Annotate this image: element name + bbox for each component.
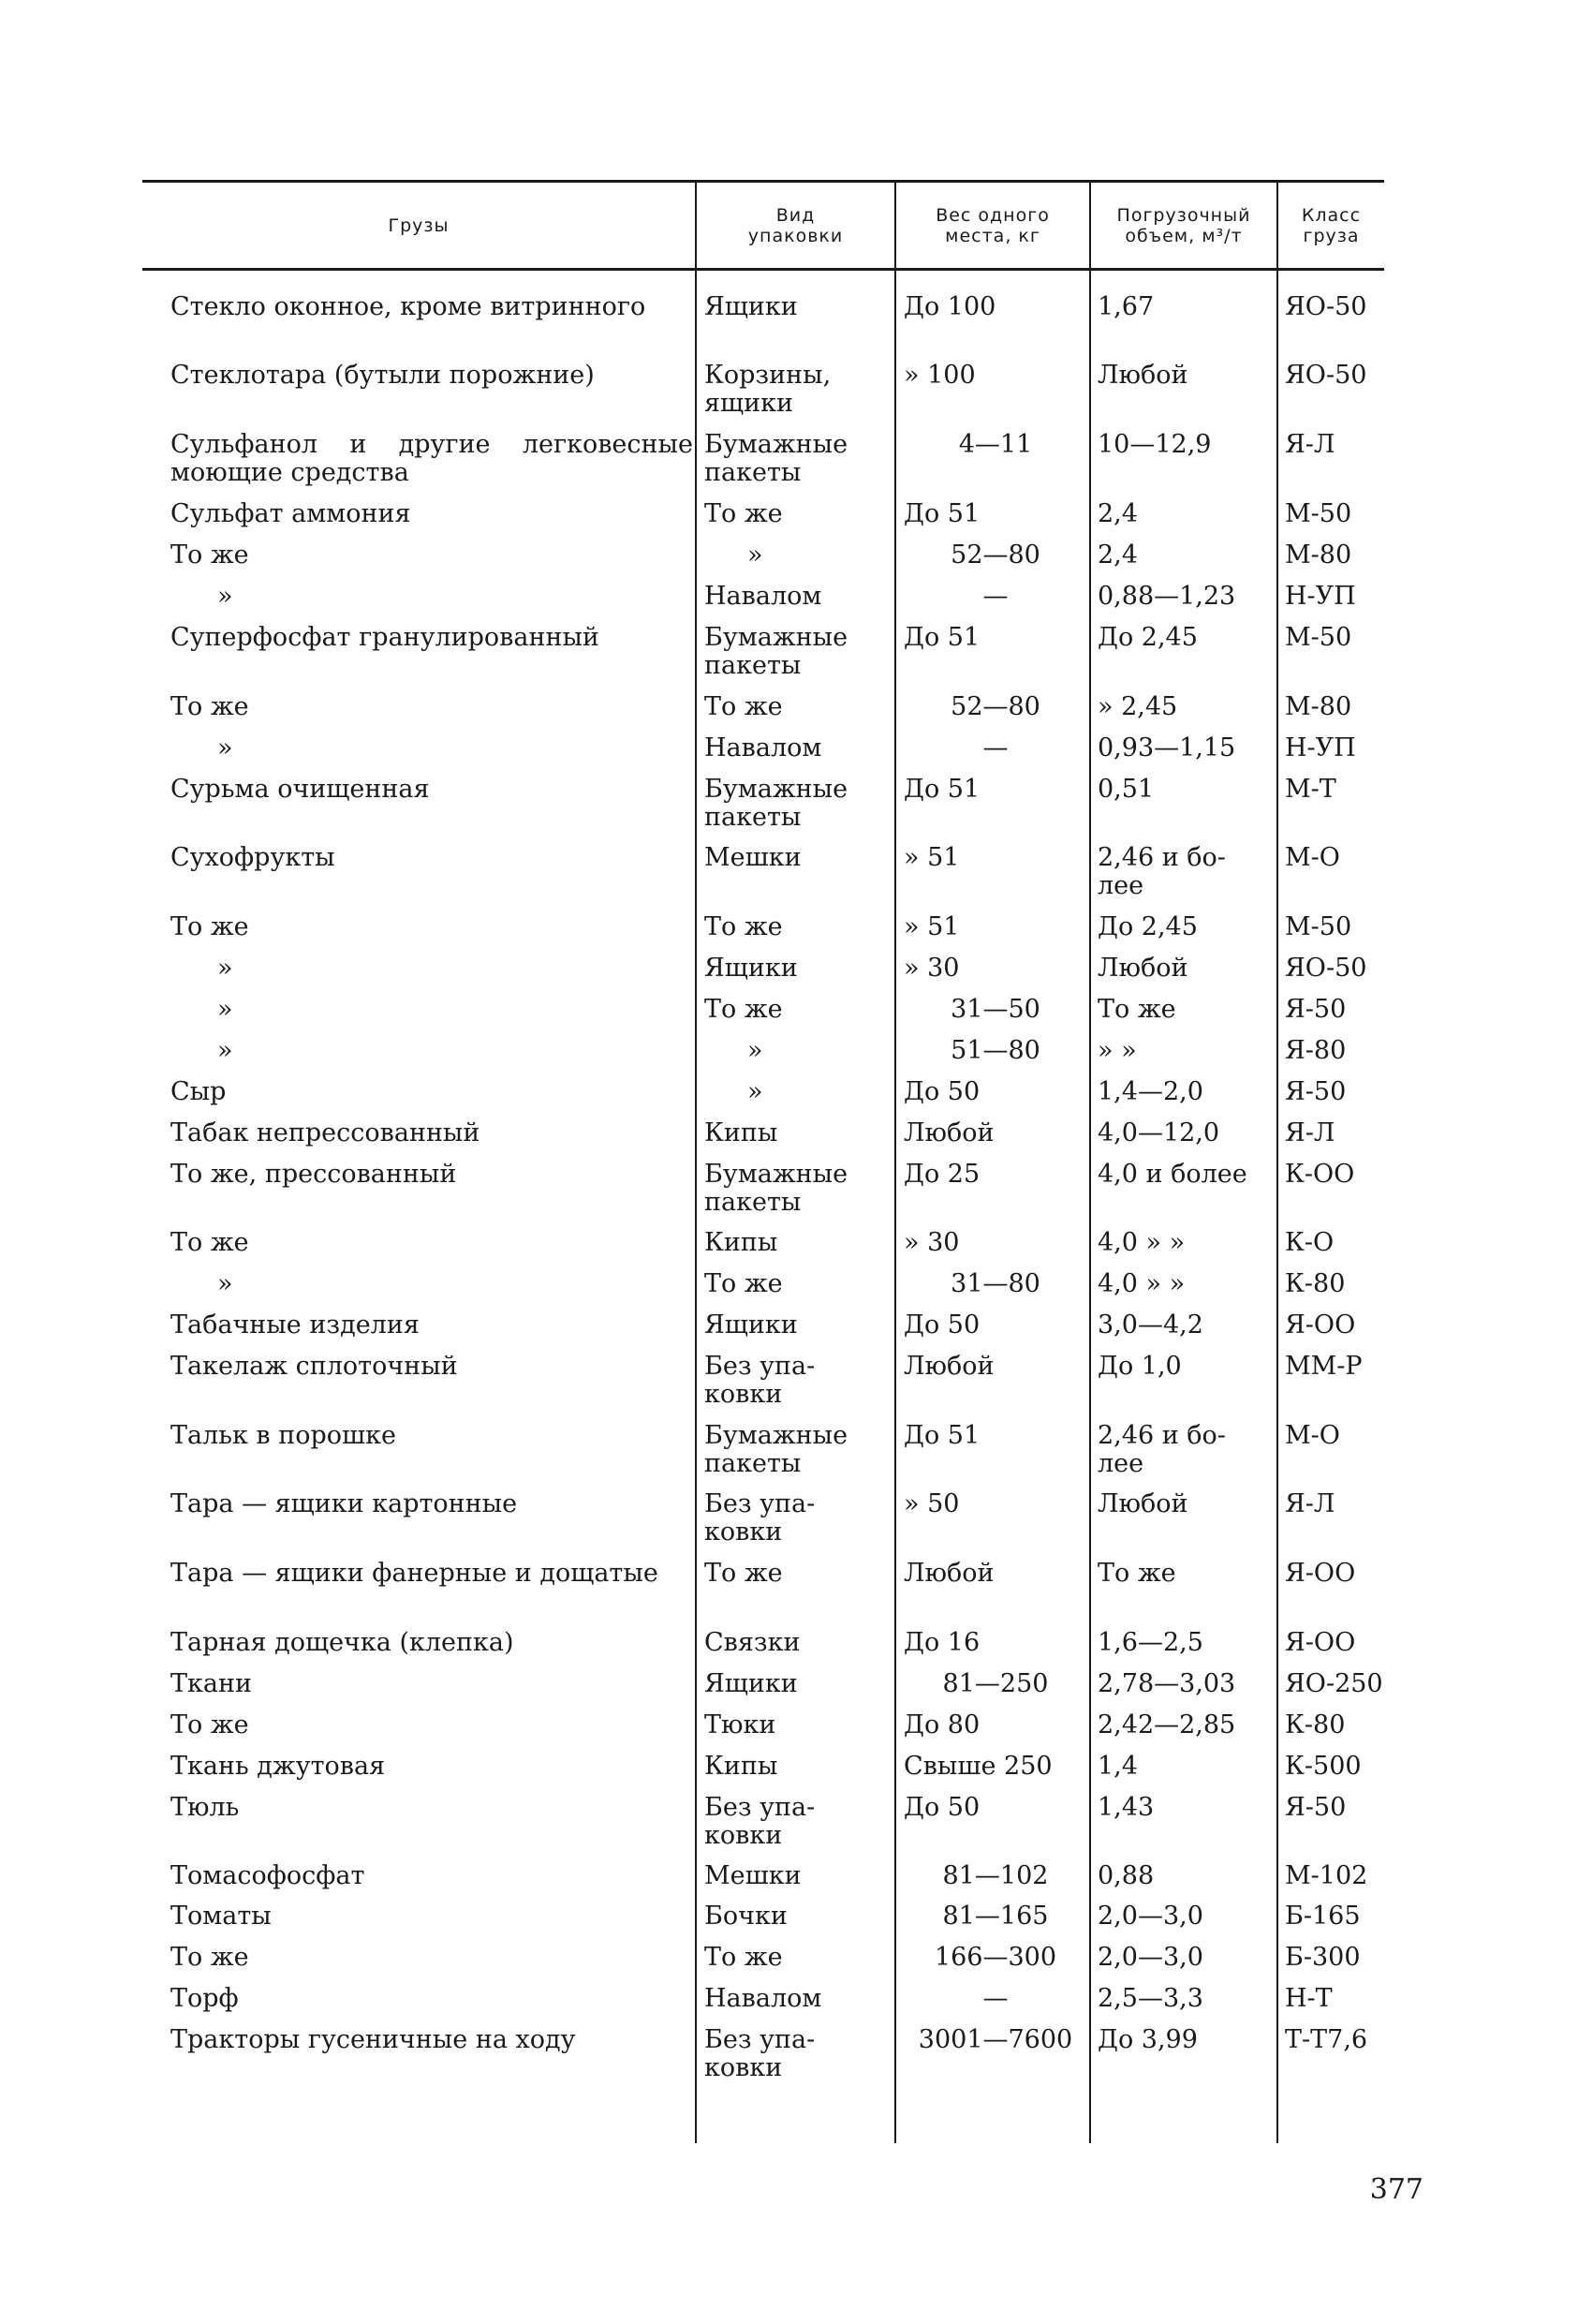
cargo-cell [142,1985,693,2013]
packaging-cell: Корзины, ящики [704,361,832,418]
volume-cell: Любой [1098,1489,1188,1518]
volume-cell: 2,5—3,3 [1098,1984,1203,2013]
cargo-text: Табачные изделия [170,1310,420,1340]
cargo-text: Сыр [170,1077,227,1106]
packaging-cell: То же [704,1269,783,1298]
packaging-cell: Мешки [704,1861,802,1890]
volume-cell: 0,51 [1098,775,1155,804]
packaging-cell: То же [704,995,783,1024]
cargo-cell [142,2026,693,2054]
class-cell: ММ-Р [1285,1352,1363,1381]
weight-cell: » 50 [904,1489,960,1518]
volume-cell: До 3,99 [1098,2025,1198,2054]
cargo-text: Ткань джутовая [170,1752,386,1781]
weight-cell: До 51 [904,623,981,652]
packaging-cell: То же [704,499,783,528]
volume-cell: 1,4—2,0 [1098,1077,1203,1106]
weight-cell: 31—50 [951,995,1040,1024]
volume-cell: 2,4 [1098,499,1138,528]
cargo-text: Сурьма очищенная [170,775,430,804]
weight-cell: Любой [904,1352,995,1381]
weight-cell: 31—80 [951,1269,1040,1298]
cargo-cell [142,1753,693,1781]
cargo-cell [142,955,693,983]
cargo-text: Суперфосфат гранулированный [170,623,599,652]
class-cell: М-50 [1285,623,1352,652]
cargo-text: » [217,995,233,1024]
packaging-cell: Бумажные пакеты [704,1421,848,1478]
volume-cell: 2,78—3,03 [1098,1669,1236,1698]
class-cell: К-О [1285,1228,1335,1257]
weight-cell: » 30 [904,1228,960,1257]
cargo-text: То же [170,1710,249,1739]
packaging-cell: Бумажные пакеты [704,775,848,832]
cargo-cell [142,583,693,611]
packaging-cell: Тюки [704,1710,776,1739]
cargo-text: Томаты [170,1902,272,1931]
volume-cell: 4,0 и более [1098,1160,1247,1189]
packaging-cell: Ящики [704,954,798,983]
class-cell: ЯО-50 [1285,954,1367,983]
cargo-cell [142,1270,693,1298]
weight-cell: 81—102 [942,1861,1049,1890]
header-packaging: Вид упаковки [747,205,844,246]
class-cell: М-80 [1285,540,1352,570]
class-cell: К-500 [1285,1752,1362,1781]
packaging-cell: Бумажные пакеты [704,430,848,487]
cargo-cell [142,693,693,721]
cargo-cell [142,996,693,1024]
cargo-text: Ткани [170,1669,252,1698]
class-cell: Н-УП [1285,582,1356,611]
cargo-cell [142,1037,693,1065]
header-weight: Вес одного места, кг [936,205,1050,246]
cargo-text: Сульфат аммония [170,499,411,528]
cargo-cell [142,1422,693,1450]
volume-cell: 2,0—3,0 [1098,1902,1203,1931]
volume-cell: 0,88 [1098,1861,1155,1890]
packaging-cell: » [747,1036,763,1065]
weight-cell: 52—80 [951,540,1040,570]
weight-cell: Свыше 250 [904,1752,1053,1781]
volume-cell: » 2,45 [1098,692,1178,721]
cargo-cell [142,1119,693,1147]
packaging-cell: То же [704,692,783,721]
cargo-cell [142,776,693,804]
class-cell: Я-80 [1285,1036,1347,1065]
page-number: 377 [1369,2173,1423,2206]
header-class: Класс груза [1301,205,1362,246]
packaging-cell: Кипы [704,1752,778,1781]
packaging-cell: Бумажные пакеты [704,1160,848,1217]
weight-cell: Любой [904,1118,995,1147]
cargo-cell [142,500,693,528]
weight-cell: — [982,1984,1009,2013]
weight-cell: До 51 [904,1421,981,1450]
weight-cell: До 50 [904,1310,981,1340]
column-divider [1276,183,1278,2143]
class-cell: Т-Т7,6 [1285,2025,1368,2054]
cargo-text: » [217,733,233,762]
cargo-text: То же [170,1228,249,1257]
cargo-text: Тара — ящики фанерные и дощатые [170,1559,658,1588]
column-divider [1089,183,1091,2143]
class-cell: М-Т [1285,775,1336,804]
cargo-text: Стеклотара (бутыли порожние) [170,361,595,390]
packaging-cell: Кипы [704,1228,778,1257]
volume-cell: 0,93—1,15 [1098,733,1236,762]
column-divider [695,183,697,2143]
table-top-rule [142,180,1384,183]
volume-cell: 1,67 [1098,292,1155,321]
table-header-rule [142,268,1384,271]
column-divider [894,183,896,2143]
class-cell: К-80 [1285,1269,1346,1298]
cargo-text: Сульфанол и другие легковесные моющие средства [170,430,693,487]
volume-cell: До 2,45 [1098,623,1198,652]
cargo-cell [142,1161,693,1189]
packaging-cell: То же [704,1943,783,1972]
packaging-cell: Навалом [704,582,822,611]
packaging-cell: То же [704,1559,783,1588]
cargo-cell [142,844,693,872]
cargo-cell [142,1629,693,1657]
class-cell: М-50 [1285,912,1352,941]
weight-cell: До 25 [904,1160,981,1189]
cargo-cell [142,541,693,570]
weight-cell: До 51 [904,775,981,804]
class-cell: Н-Т [1285,1984,1333,2013]
class-cell: ЯО-50 [1285,361,1367,390]
weight-cell: — [982,582,1009,611]
class-cell: М-О [1285,843,1340,872]
cargo-cell [142,362,693,390]
packaging-cell: Ящики [704,292,798,321]
volume-cell: 2,46 и бо- лее [1098,843,1226,900]
volume-cell: До 1,0 [1098,1352,1182,1381]
volume-cell: 10—12,9 [1098,430,1212,459]
weight-cell: До 50 [904,1793,981,1822]
cargo-text: » [217,582,233,611]
cargo-text: Тальк в порошке [170,1421,396,1450]
volume-cell: То же [1098,995,1176,1024]
volume-cell: Любой [1098,361,1188,390]
weight-cell: До 51 [904,499,981,528]
packaging-cell: Навалом [704,733,822,762]
volume-cell: 1,43 [1098,1793,1155,1822]
cargo-text: Тракторы гусеничные на ходу [170,2025,576,2054]
cargo-cell [142,1490,693,1518]
packaging-cell: Без упа- ковки [704,1793,816,1850]
volume-cell: 2,4 [1098,540,1138,570]
volume-cell: » » [1098,1036,1137,1065]
class-cell: Б-165 [1285,1902,1361,1931]
cargo-text: Тюль [170,1793,240,1822]
class-cell: ЯО-250 [1285,1669,1383,1698]
cargo-text: Табак непрессованный [170,1118,480,1147]
cargo-cell [142,1311,693,1340]
weight-cell: До 100 [904,292,996,321]
cargo-text: То же [170,912,249,941]
volume-cell: 1,6—2,5 [1098,1628,1203,1657]
packaging-cell: Навалом [704,1984,822,2013]
packaging-cell: » [747,540,763,570]
packaging-cell: То же [704,912,783,941]
weight-cell: До 16 [904,1628,981,1657]
cargo-cell [142,1078,693,1106]
class-cell: К-ОО [1285,1160,1355,1189]
class-cell: Я-Л [1285,430,1335,459]
cargo-text: » [217,1269,233,1298]
cargo-text: То же [170,1943,249,1972]
class-cell: М-80 [1285,692,1352,721]
packaging-cell: Мешки [704,843,802,872]
class-cell: М-50 [1285,499,1352,528]
volume-cell: 2,46 и бо- лее [1098,1421,1226,1478]
class-cell: Я-ОО [1285,1628,1356,1657]
packaging-cell: Кипы [704,1118,778,1147]
class-cell: Я-ОО [1285,1559,1356,1588]
weight-cell: До 50 [904,1077,981,1106]
cargo-cell [142,1670,693,1698]
cargo-cell [142,1353,693,1381]
class-cell: Н-УП [1285,733,1356,762]
cargo-text: Такелаж сплоточный [170,1352,458,1381]
cargo-text: Томасофосфат [170,1861,365,1890]
volume-cell: 2,42—2,85 [1098,1710,1236,1739]
weight-cell: » 51 [904,843,960,872]
cargo-cell [142,1229,693,1257]
cargo-text: То же [170,540,249,570]
cargo-text: То же, прессованный [170,1160,457,1189]
weight-cell: 3001—7600 [918,2025,1073,2054]
weight-cell: — [982,733,1009,762]
weight-cell: До 80 [904,1710,981,1739]
class-cell: Я-50 [1285,1077,1347,1106]
cargo-cell [142,1711,693,1739]
header-cargo: Грузы [388,215,450,236]
packaging-cell: Бумажные пакеты [704,623,848,680]
volume-cell: 2,0—3,0 [1098,1943,1203,1972]
volume-cell: 0,88—1,23 [1098,582,1236,611]
cargo-text: Стекло оконное, кроме витринного [170,292,646,321]
weight-cell: » 30 [904,954,960,983]
class-cell: Я-Л [1285,1118,1335,1147]
volume-cell: 4,0 » » [1098,1269,1186,1298]
header-volume: Погрузочный объем, м³/т [1116,205,1251,246]
cargo-cell [142,913,693,941]
volume-cell: 3,0—4,2 [1098,1310,1203,1340]
packaging-cell: Ящики [704,1310,798,1340]
cargo-cell [142,1560,693,1588]
class-cell: ЯО-50 [1285,292,1367,321]
packaging-cell: Связки [704,1628,801,1657]
volume-cell: 1,4 [1098,1752,1138,1781]
cargo-text: Торф [170,1984,239,2013]
weight-cell: Любой [904,1559,995,1588]
weight-cell: 81—250 [942,1669,1049,1698]
weight-cell: 166—300 [934,1943,1057,1972]
weight-cell: 81—165 [942,1902,1049,1931]
volume-cell: 4,0—12,0 [1098,1118,1220,1147]
cargo-cell [142,1902,693,1931]
cargo-text: Сухофрукты [170,843,335,872]
class-cell: М-102 [1285,1861,1368,1890]
packaging-cell: » [747,1077,763,1106]
class-cell: Я-ОО [1285,1310,1356,1340]
volume-cell: 4,0 » » [1098,1228,1186,1257]
packaging-cell: Бочки [704,1902,788,1931]
class-cell: Б-300 [1285,1943,1361,1972]
weight-cell: 52—80 [951,692,1040,721]
class-cell: Я-Л [1285,1489,1335,1518]
cargo-text: » [217,1036,233,1065]
packaging-cell: Ящики [704,1669,798,1698]
packaging-cell: Без упа- ковки [704,1352,816,1409]
packaging-cell: Без упа- ковки [704,1489,816,1547]
class-cell: М-О [1285,1421,1340,1450]
cargo-cell [142,1944,693,1972]
cargo-cell [142,293,693,321]
cargo-cell [142,1862,693,1890]
class-cell: К-80 [1285,1710,1346,1739]
cargo-cell [142,734,693,762]
weight-cell: 51—80 [951,1036,1040,1065]
weight-cell: » 51 [904,912,960,941]
cargo-cell [142,431,693,487]
class-cell: Я-50 [1285,995,1347,1024]
weight-cell: 4—11 [958,430,1033,459]
weight-cell: » 100 [904,361,976,390]
cargo-text: То же [170,692,249,721]
volume-cell: До 2,45 [1098,912,1198,941]
packaging-cell: Без упа- ковки [704,2025,816,2082]
class-cell: Я-50 [1285,1793,1347,1822]
volume-cell: То же [1098,1559,1176,1588]
cargo-cell [142,624,693,652]
cargo-text: Тара — ящики картонные [170,1489,518,1518]
cargo-text: » [217,954,233,983]
cargo-text: Тарная дощечка (клепка) [170,1628,514,1657]
cargo-cell [142,1794,693,1822]
volume-cell: Любой [1098,954,1188,983]
